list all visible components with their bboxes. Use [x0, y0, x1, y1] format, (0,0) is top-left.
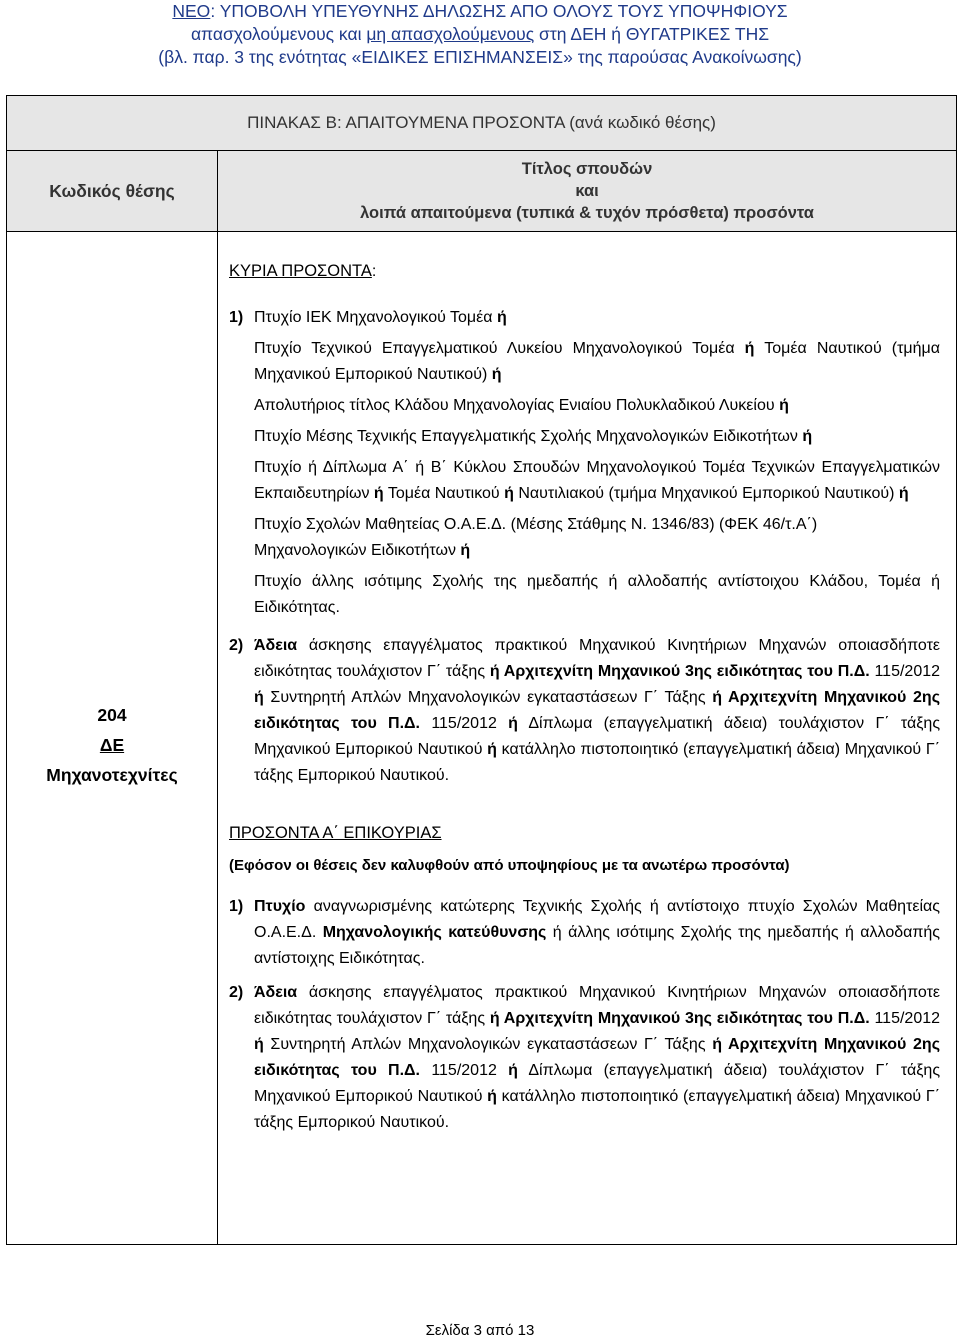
sub-text: Πτυχίο ή Δίπλωμα Α΄ ή Β΄ Κύκλου Σπουδών Μηχανολογικού Τομέα Τεχνικών Επαγγελματικών Εκπαιδευτηρίων — [254, 459, 941, 502]
notice-line-1-text: : ΥΠΟΒΟΛΗ ΥΠΕΥΘΥΝΗΣ ΔΗΛΩΣΗΣ ΑΠΟ ΟΛΟΥΣ ΤΟΥΣ ΥΠΟΨΗΦΙΟΥΣ — [210, 1, 788, 21]
notice-new-label: ΝΕΟ — [172, 1, 211, 21]
aux-item-1-number: 1) — [229, 898, 244, 915]
text-run: Άδεια — [254, 637, 298, 654]
text-run: Συντηρητή Απλών Μηχανολογικών εγκαταστάσεων Γ΄ Τάξης — [263, 689, 713, 706]
sub-text: Πτυχίο Μέσης Τεχνικής Επαγγελματικής Σχολής Μηχανολογικών Ειδικοτήτων — [254, 428, 803, 445]
aux-note: (Εφόσον οι θέσεις δεν καλυφθούν από υποψηφίους με τα ανωτέρω προσόντα) — [229, 857, 790, 874]
text-run: άσκησης επαγγέλματος πρακτικού Μηχανικού Κινητήριων Μηχανών οποιασδήποτε ειδικότητας τουλάχιστον Γ΄ τάξης — [254, 637, 941, 680]
or-marker: ή — [487, 1088, 497, 1105]
or-marker: ή — [508, 715, 518, 732]
sub-text: Πτυχίο Τεχνικού Επαγγελματικού Λυκείου Μηχανολογικού Τομέα — [254, 340, 745, 357]
text-run: Άδεια — [254, 984, 298, 1001]
notice-line-1 — [0, 0, 960, 23]
table-title-row — [7, 96, 957, 151]
aux-qualifications-heading — [229, 821, 940, 846]
text-run: 115/2012 — [869, 1010, 941, 1027]
aux-item-2-number: 2) — [229, 984, 244, 1001]
col-header-code: Κωδικός θέσης — [7, 151, 218, 232]
sub-text: Τομέα Ναυτικού — [383, 485, 505, 502]
qualifications-table — [6, 95, 957, 1245]
text-run: Μηχανολογικής κατεύθυνσης — [322, 924, 547, 941]
or-marker: ή — [802, 428, 813, 445]
or-marker: ή — [254, 1036, 264, 1053]
text-run: ή Αρχιτεχνίτη Μηχανικού 2ης ειδικότητας του Π.Δ. — [254, 1036, 941, 1079]
main-item-1-text: Πτυχίο ΙΕΚ Μηχανολογικού Τομέα — [254, 309, 497, 326]
top-notice — [0, 0, 960, 69]
or-marker: ή — [373, 485, 384, 502]
or-marker: ή — [496, 309, 507, 326]
sub-text: Τομέα Ναυτικού (τμήμα Μηχανικού Εμπορικού Ναυτικού) — [254, 340, 941, 383]
table-title: ΠΙΝΑΚΑΣ Β: ΑΠΑΙΤΟΥΜΕΝΑ ΠΡΟΣΟΝΤΑ (ανά κωδικό θέσης) — [7, 96, 957, 151]
aux-heading-text: ΠΡΟΣΟΝΤΑ Α΄ ΕΠΙΚΟΥΡΙΑΣ — [229, 824, 442, 842]
or-marker: ή — [779, 397, 789, 414]
aux-item-1 — [229, 894, 940, 972]
notice-line-2b: μη απασχολούμενους — [366, 24, 535, 44]
col-header-title — [218, 151, 957, 232]
main-item-1-line-1 — [254, 305, 940, 331]
or-marker: ή — [487, 741, 497, 758]
notice-line-2a: απασχολούμενους και — [190, 24, 367, 44]
main-item-2 — [229, 633, 940, 789]
notice-line-2 — [0, 23, 960, 46]
text-run: 115/2012 — [869, 663, 941, 680]
main-item-1-number: 1) — [229, 309, 244, 326]
position-code-cell — [7, 232, 218, 1245]
sub-text: Μηχανολογικών Ειδικοτήτων — [254, 542, 461, 559]
notice-line-3: (βλ. παρ. 3 της ενότητας «ΕΙΔΙΚΕΣ ΕΠΙΣΗΜΑΝΣΕΙΣ» της παρούσας Ανακοίνωσης) — [158, 47, 802, 67]
or-marker: ή — [254, 689, 264, 706]
sub-text: Πτυχίο Σχολών Μαθητείας Ο.Α.Ε.Δ. (Μέσης Στάθμης Ν. 1346/83) (ΦΕΚ 46/τ.Α΄) — [254, 516, 818, 533]
main-item-1 — [229, 305, 940, 621]
main-item-1-sub-6: Πτυχίο άλλης ισότιμης Σχολής της ημεδαπής ή αλλοδαπής αντίστοιχου Κλάδου, Τομέα ή Ειδικότητας. — [254, 573, 941, 616]
position-specialty: Μηχανοτεχνίτες — [46, 765, 178, 785]
sub-text: Ναυτιλιακού (τμήμα Μηχανικού Εμπορικού Ναυτικού) — [513, 485, 899, 502]
or-marker: ή — [744, 340, 755, 357]
text-run: Πτυχίο — [254, 898, 306, 915]
table-header-row — [7, 151, 957, 232]
text-run: 115/2012 — [420, 1062, 509, 1079]
col-header-title-line-2: και — [575, 182, 599, 200]
text-run: ή Αρχιτεχνίτη Μηχανικού 2ης ειδικότητας του Π.Δ. — [254, 689, 941, 732]
aux-item-2 — [229, 980, 940, 1136]
page-number: Σελίδα 3 από 13 — [425, 1322, 535, 1339]
position-code: 204 — [97, 705, 127, 725]
main-heading-text: ΚΥΡΙΑ ΠΡΟΣΟΝΤΑ — [229, 262, 372, 280]
main-item-1-sub-1 — [254, 336, 940, 388]
or-marker: ή — [491, 366, 502, 383]
text-run: αναγνωρισμένης κατώτερης Τεχνικής Σχολής ή αντίστοιχο πτυχίο Σχολών Μαθητείας Ο.Α.Ε.Δ. — [254, 898, 941, 941]
text-run: Δίπλωμα (επαγγελματική άδεια) τουλάχιστον Γ΄ τάξης Μηχανικού Εμπορικού Ναυτικού — [254, 1062, 941, 1105]
main-item-2-number: 2) — [229, 637, 244, 654]
main-item-1-sub-5 — [254, 512, 940, 564]
main-item-1-sub-3 — [254, 424, 940, 450]
text-run: ή άλλης ισότιμης Σχολής της ημεδαπής ή αλλοδαπής αντίστοιχης Ειδικότητας. — [254, 924, 941, 967]
text-run: Συντηρητή Απλών Μηχανολογικών εγκαταστάσεων Γ΄ Τάξης — [263, 1036, 713, 1053]
qualifications-cell — [218, 232, 957, 1245]
notice-line-2c: στη ΔΕΗ ή ΘΥΓΑΤΡΙΚΕΣ ΤΗΣ — [534, 24, 770, 44]
text-run: κατάλληλο πιστοποιητικό (επαγγελματική άδεια) Μηχανικού Γ΄ τάξης Εμπορικού Ναυτικού. — [254, 741, 941, 784]
text-run: Δίπλωμα (επαγγελματική άδεια) τουλάχιστον Γ΄ τάξης Μηχανικού Εμπορικού Ναυτικού — [254, 715, 941, 758]
text-run: άσκησης επαγγέλματος πρακτικού Μηχανικού Κινητήριων Μηχανών οποιασδήποτε ειδικότητας τουλάχιστον Γ΄ τάξης — [254, 984, 941, 1027]
or-marker: ή — [460, 542, 471, 559]
main-heading-colon: : — [371, 263, 377, 280]
col-header-title-line-1: Τίτλος σπουδών — [521, 160, 653, 178]
table-row — [7, 232, 957, 1245]
or-marker: ή — [898, 485, 909, 502]
main-item-1-sub-2 — [254, 393, 940, 419]
text-run: κατάλληλο πιστοποιητικό (επαγγελματική άδεια) Μηχανικού Γ΄ τάξης Εμπορικού Ναυτικού. — [254, 1088, 941, 1131]
text-run: ή Αρχιτεχνίτη Μηχανικού 3ης ειδικότητας του Π.Δ. — [489, 1010, 870, 1027]
position-unit: ΔΕ — [99, 735, 125, 755]
text-run: 115/2012 — [420, 715, 509, 732]
text-run: ή Αρχιτεχνίτη Μηχανικού 3ης ειδικότητας του Π.Δ. — [489, 663, 870, 680]
main-item-1-sub-4 — [254, 455, 940, 507]
sub-text: Απολυτήριος τίτλος Κλάδου Μηχανολογίας Ενιαίου Πολυκλαδικού Λυκείου — [254, 397, 780, 414]
main-qualifications-heading — [229, 259, 940, 284]
or-marker: ή — [508, 1062, 518, 1079]
col-header-title-line-3: λοιπά απαιτούμενα (τυπικά & τυχόν πρόσθετα) προσόντα — [360, 204, 814, 222]
or-marker: ή — [504, 485, 514, 502]
